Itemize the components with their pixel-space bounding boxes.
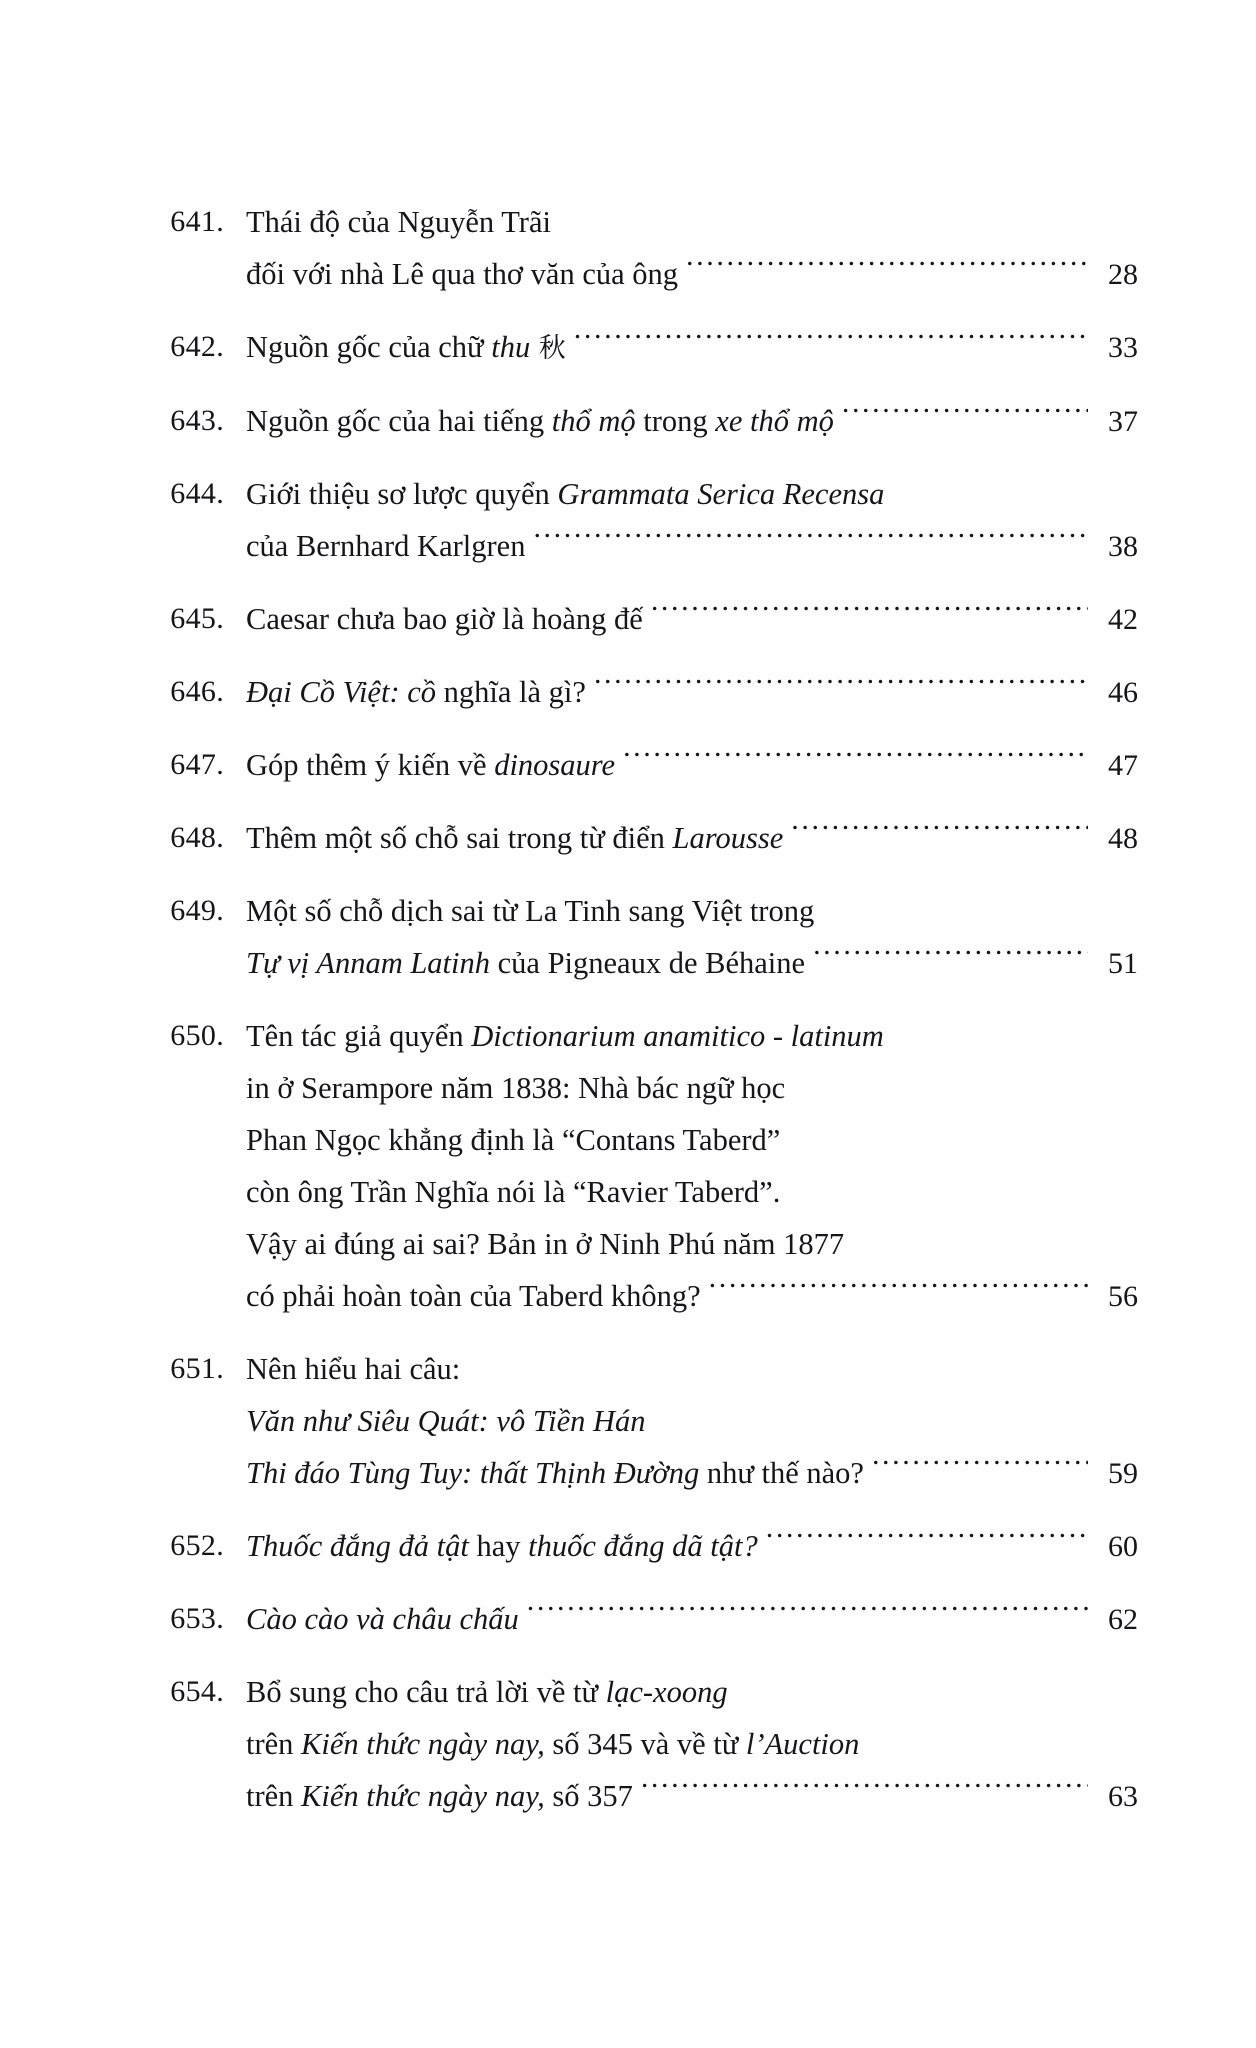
entry-title-text [246, 395, 834, 447]
entry-title-text [246, 1114, 780, 1166]
entry-number: 642. [170, 330, 224, 363]
entry-title-text [246, 1270, 701, 1322]
toc-entry[interactable] [128, 1010, 1138, 1323]
toc-entry-list [128, 196, 1138, 1823]
entry-body [246, 1343, 1138, 1500]
toc-entry[interactable] [128, 321, 1138, 375]
toc-entry[interactable] [128, 885, 1138, 990]
entry-body [246, 1010, 1138, 1323]
title-roman-segment: Nguồn gốc của hai tiếng [246, 404, 552, 438]
title-roman-segment: Thái độ của Nguyễn Trãi [246, 205, 551, 239]
toc-entry[interactable] [128, 1593, 1138, 1646]
entry-page-number: 46 [1108, 676, 1138, 709]
toc-entry[interactable] [128, 468, 1138, 573]
entry-body [246, 666, 1138, 719]
entry-line [246, 1114, 1138, 1166]
dot-leader [527, 1599, 1088, 1630]
title-italic-segment: Larousse [672, 821, 784, 855]
title-roman-segment: số 357 [544, 1779, 633, 1813]
entry-number: 652. [170, 1529, 224, 1562]
entry-number: 643. [170, 404, 224, 437]
entry-page-number: 62 [1108, 1603, 1138, 1636]
title-roman-segment: hay [468, 1529, 529, 1563]
entry-number: 644. [170, 477, 224, 510]
entry-title-text [246, 1218, 844, 1270]
dot-leader [651, 599, 1088, 630]
toc-entry[interactable] [128, 739, 1138, 792]
entry-title-text [246, 1770, 633, 1822]
entry-number: 654. [170, 1675, 224, 1708]
entry-line [246, 1062, 1138, 1114]
entry-number: 650. [170, 1019, 224, 1052]
entry-title-text [246, 812, 783, 864]
entry-number: 645. [170, 602, 224, 635]
entry-line [246, 1270, 1138, 1323]
entry-page-number: 60 [1108, 1530, 1138, 1563]
entry-page-number: 38 [1108, 530, 1138, 563]
entry-title-text [246, 1062, 785, 1114]
entry-page-number: 47 [1108, 749, 1138, 782]
entry-line [246, 739, 1138, 792]
entry-number: 646. [170, 675, 224, 708]
title-roman-segment: như thế nào? [699, 1456, 864, 1490]
entry-page-number: 63 [1108, 1780, 1138, 1813]
entry-title-text [246, 593, 643, 645]
toc-entry[interactable] [128, 812, 1138, 865]
entry-page-number: 37 [1108, 405, 1138, 438]
title-italic-segment: thuốc đắng dã tật? [528, 1529, 758, 1563]
entry-page-number: 42 [1108, 603, 1138, 636]
dot-leader [766, 1526, 1088, 1557]
dot-leader [686, 254, 1088, 285]
entry-title-text [246, 248, 678, 300]
dot-leader [709, 1276, 1088, 1307]
entry-line [246, 1520, 1138, 1573]
entry-title-text [246, 1010, 884, 1062]
dot-leader [594, 672, 1088, 703]
title-italic-segment: Đại Cồ Việt: cồ [246, 675, 437, 709]
dot-leader [533, 526, 1088, 557]
entry-line [246, 1447, 1138, 1500]
title-roman-segment: trên [246, 1779, 302, 1813]
title-italic-segment: Grammata Serica Recensa [557, 477, 885, 511]
entry-line [246, 1166, 1138, 1218]
title-roman-segment: trên [246, 1727, 302, 1761]
title-roman-segment: Nguồn gốc của chữ [246, 330, 492, 364]
entry-title-text [246, 1520, 758, 1572]
entry-body [246, 321, 1138, 375]
entry-page-number: 33 [1108, 331, 1138, 364]
title-italic-segment: Thi đáo Tùng Tuy: thất Thịnh Đường [246, 1456, 700, 1490]
title-roman-segment: có phải hoàn toàn của Taberd không? [246, 1279, 701, 1313]
entry-line [246, 812, 1138, 865]
entry-line [246, 196, 1138, 248]
title-italic-segment: Kiến thức ngày nay, [301, 1727, 545, 1761]
entry-line [246, 468, 1138, 520]
title-roman-segment: còn ông Trần Nghĩa nói là “Ravier Taberd”. [246, 1175, 781, 1209]
title-roman-segment: Tên tác giả quyển [246, 1019, 472, 1053]
title-roman-segment: Góp thêm ý kiến về [246, 748, 495, 782]
entry-line [246, 666, 1138, 719]
dot-leader [791, 818, 1088, 849]
title-roman-segment: đối với nhà Lê qua thơ văn của ông [246, 257, 679, 291]
entry-title-text [246, 321, 566, 375]
entry-body [246, 593, 1138, 646]
entry-page-number: 48 [1108, 822, 1138, 855]
title-roman-segment: nghĩa là gì? [436, 675, 586, 709]
title-roman-segment: Caesar chưa bao giờ là hoàng đế [246, 602, 643, 636]
title-roman-segment: Giới thiệu sơ lược quyển [246, 477, 558, 511]
title-roman-segment: Thêm một số chỗ sai trong từ điển [246, 821, 673, 855]
entry-number: 649. [170, 894, 224, 927]
entry-title-text [246, 885, 814, 937]
entry-line [246, 1343, 1138, 1395]
toc-entry[interactable] [128, 1343, 1138, 1500]
title-italic-segment: Tự vị Annam Latinh [246, 946, 490, 980]
title-roman-segment: in ở Serampore năm 1838: Nhà bác ngữ học [246, 1071, 786, 1105]
han-character: 秋 [530, 333, 566, 364]
title-roman-segment: Một số chỗ dịch sai từ La Tinh sang Việt trong [246, 894, 815, 928]
entry-body [246, 1666, 1138, 1823]
entry-body [246, 395, 1138, 448]
entry-line [246, 1666, 1138, 1718]
title-roman-segment: Phan Ngọc khẳng định là “Contans Taberd” [246, 1123, 781, 1157]
toc-entry[interactable] [128, 196, 1138, 301]
title-italic-segment: Cào cào và châu chấu [246, 1602, 519, 1636]
title-italic-segment: thu [491, 330, 531, 364]
entry-line [246, 937, 1138, 990]
entry-page-number: 56 [1108, 1280, 1138, 1313]
title-italic-segment: dinosaure [494, 748, 616, 782]
entry-line [246, 885, 1138, 937]
entry-title-text [246, 1166, 780, 1218]
title-italic-segment: Dictionarium anamitico - latinum [471, 1019, 884, 1053]
entry-line [246, 321, 1138, 375]
entry-line [246, 1770, 1138, 1823]
entry-number: 651. [170, 1352, 224, 1385]
title-italic-segment: thổ mộ [551, 404, 636, 438]
entry-number: 648. [170, 821, 224, 854]
entry-line [246, 1395, 1138, 1447]
toc-entry[interactable] [128, 593, 1138, 646]
dot-leader [872, 1453, 1088, 1484]
title-roman-segment: của Bernhard Karlgren [246, 529, 526, 563]
entry-line [246, 1593, 1138, 1646]
entry-title-text [246, 1718, 859, 1770]
title-roman-segment: của Pigneaux de Béhaine [490, 946, 806, 980]
entry-line [246, 1218, 1138, 1270]
entry-body [246, 1520, 1138, 1573]
title-italic-segment: Thuốc đắng đả tật [246, 1529, 469, 1563]
entry-title-text [246, 196, 551, 248]
entry-line [246, 1010, 1138, 1062]
entry-body [246, 739, 1138, 792]
entry-body [246, 196, 1138, 301]
toc-entry[interactable] [128, 666, 1138, 719]
entry-title-text [246, 520, 525, 572]
entry-page-number: 59 [1108, 1457, 1138, 1490]
title-italic-segment: xe thổ mộ [715, 404, 834, 438]
entry-line [246, 248, 1138, 301]
title-italic-segment: Văn như Siêu Quát: vô Tiền Hán [246, 1404, 646, 1438]
entry-title-text [246, 1666, 728, 1718]
entry-title-text [246, 739, 615, 791]
title-roman-segment: Vậy ai đúng ai sai? Bản in ở Ninh Phú năm 1877 [246, 1227, 845, 1261]
title-roman-segment: Bổ sung cho câu trả lời về từ [246, 1675, 606, 1709]
dot-leader [842, 401, 1088, 432]
title-italic-segment: l’Auction [745, 1727, 860, 1761]
dot-leader [813, 943, 1088, 974]
entry-title-text [246, 937, 805, 989]
dot-leader [623, 745, 1088, 776]
entry-title-text [246, 666, 586, 718]
entry-title-text [246, 1395, 646, 1447]
entry-body [246, 468, 1138, 573]
entry-number: 641. [170, 205, 224, 238]
dot-leader [641, 1776, 1088, 1807]
dot-leader [574, 327, 1088, 358]
entry-line [246, 593, 1138, 646]
entry-body [246, 812, 1138, 865]
entry-line [246, 1718, 1138, 1770]
entry-number: 653. [170, 1602, 224, 1635]
entry-page-number: 51 [1108, 947, 1138, 980]
entry-body [246, 885, 1138, 990]
title-italic-segment: Kiến thức ngày nay, [301, 1779, 545, 1813]
title-italic-segment: lạc-xoong [605, 1675, 728, 1709]
entry-body [246, 1593, 1138, 1646]
toc-entry[interactable] [128, 1520, 1138, 1573]
toc-entry[interactable] [128, 1666, 1138, 1823]
entry-title-text [246, 1343, 460, 1395]
entry-page-number: 28 [1108, 258, 1138, 291]
entry-line [246, 520, 1138, 573]
entry-title-text [246, 1593, 519, 1645]
entry-title-text [246, 468, 884, 520]
entry-number: 647. [170, 748, 224, 781]
toc-entry[interactable] [128, 395, 1138, 448]
title-roman-segment: trong [635, 404, 716, 438]
title-roman-segment: Nên hiểu hai câu: [246, 1352, 461, 1386]
entry-title-text [246, 1447, 864, 1499]
entry-line [246, 395, 1138, 448]
title-roman-segment: số 345 và về từ [544, 1727, 746, 1761]
